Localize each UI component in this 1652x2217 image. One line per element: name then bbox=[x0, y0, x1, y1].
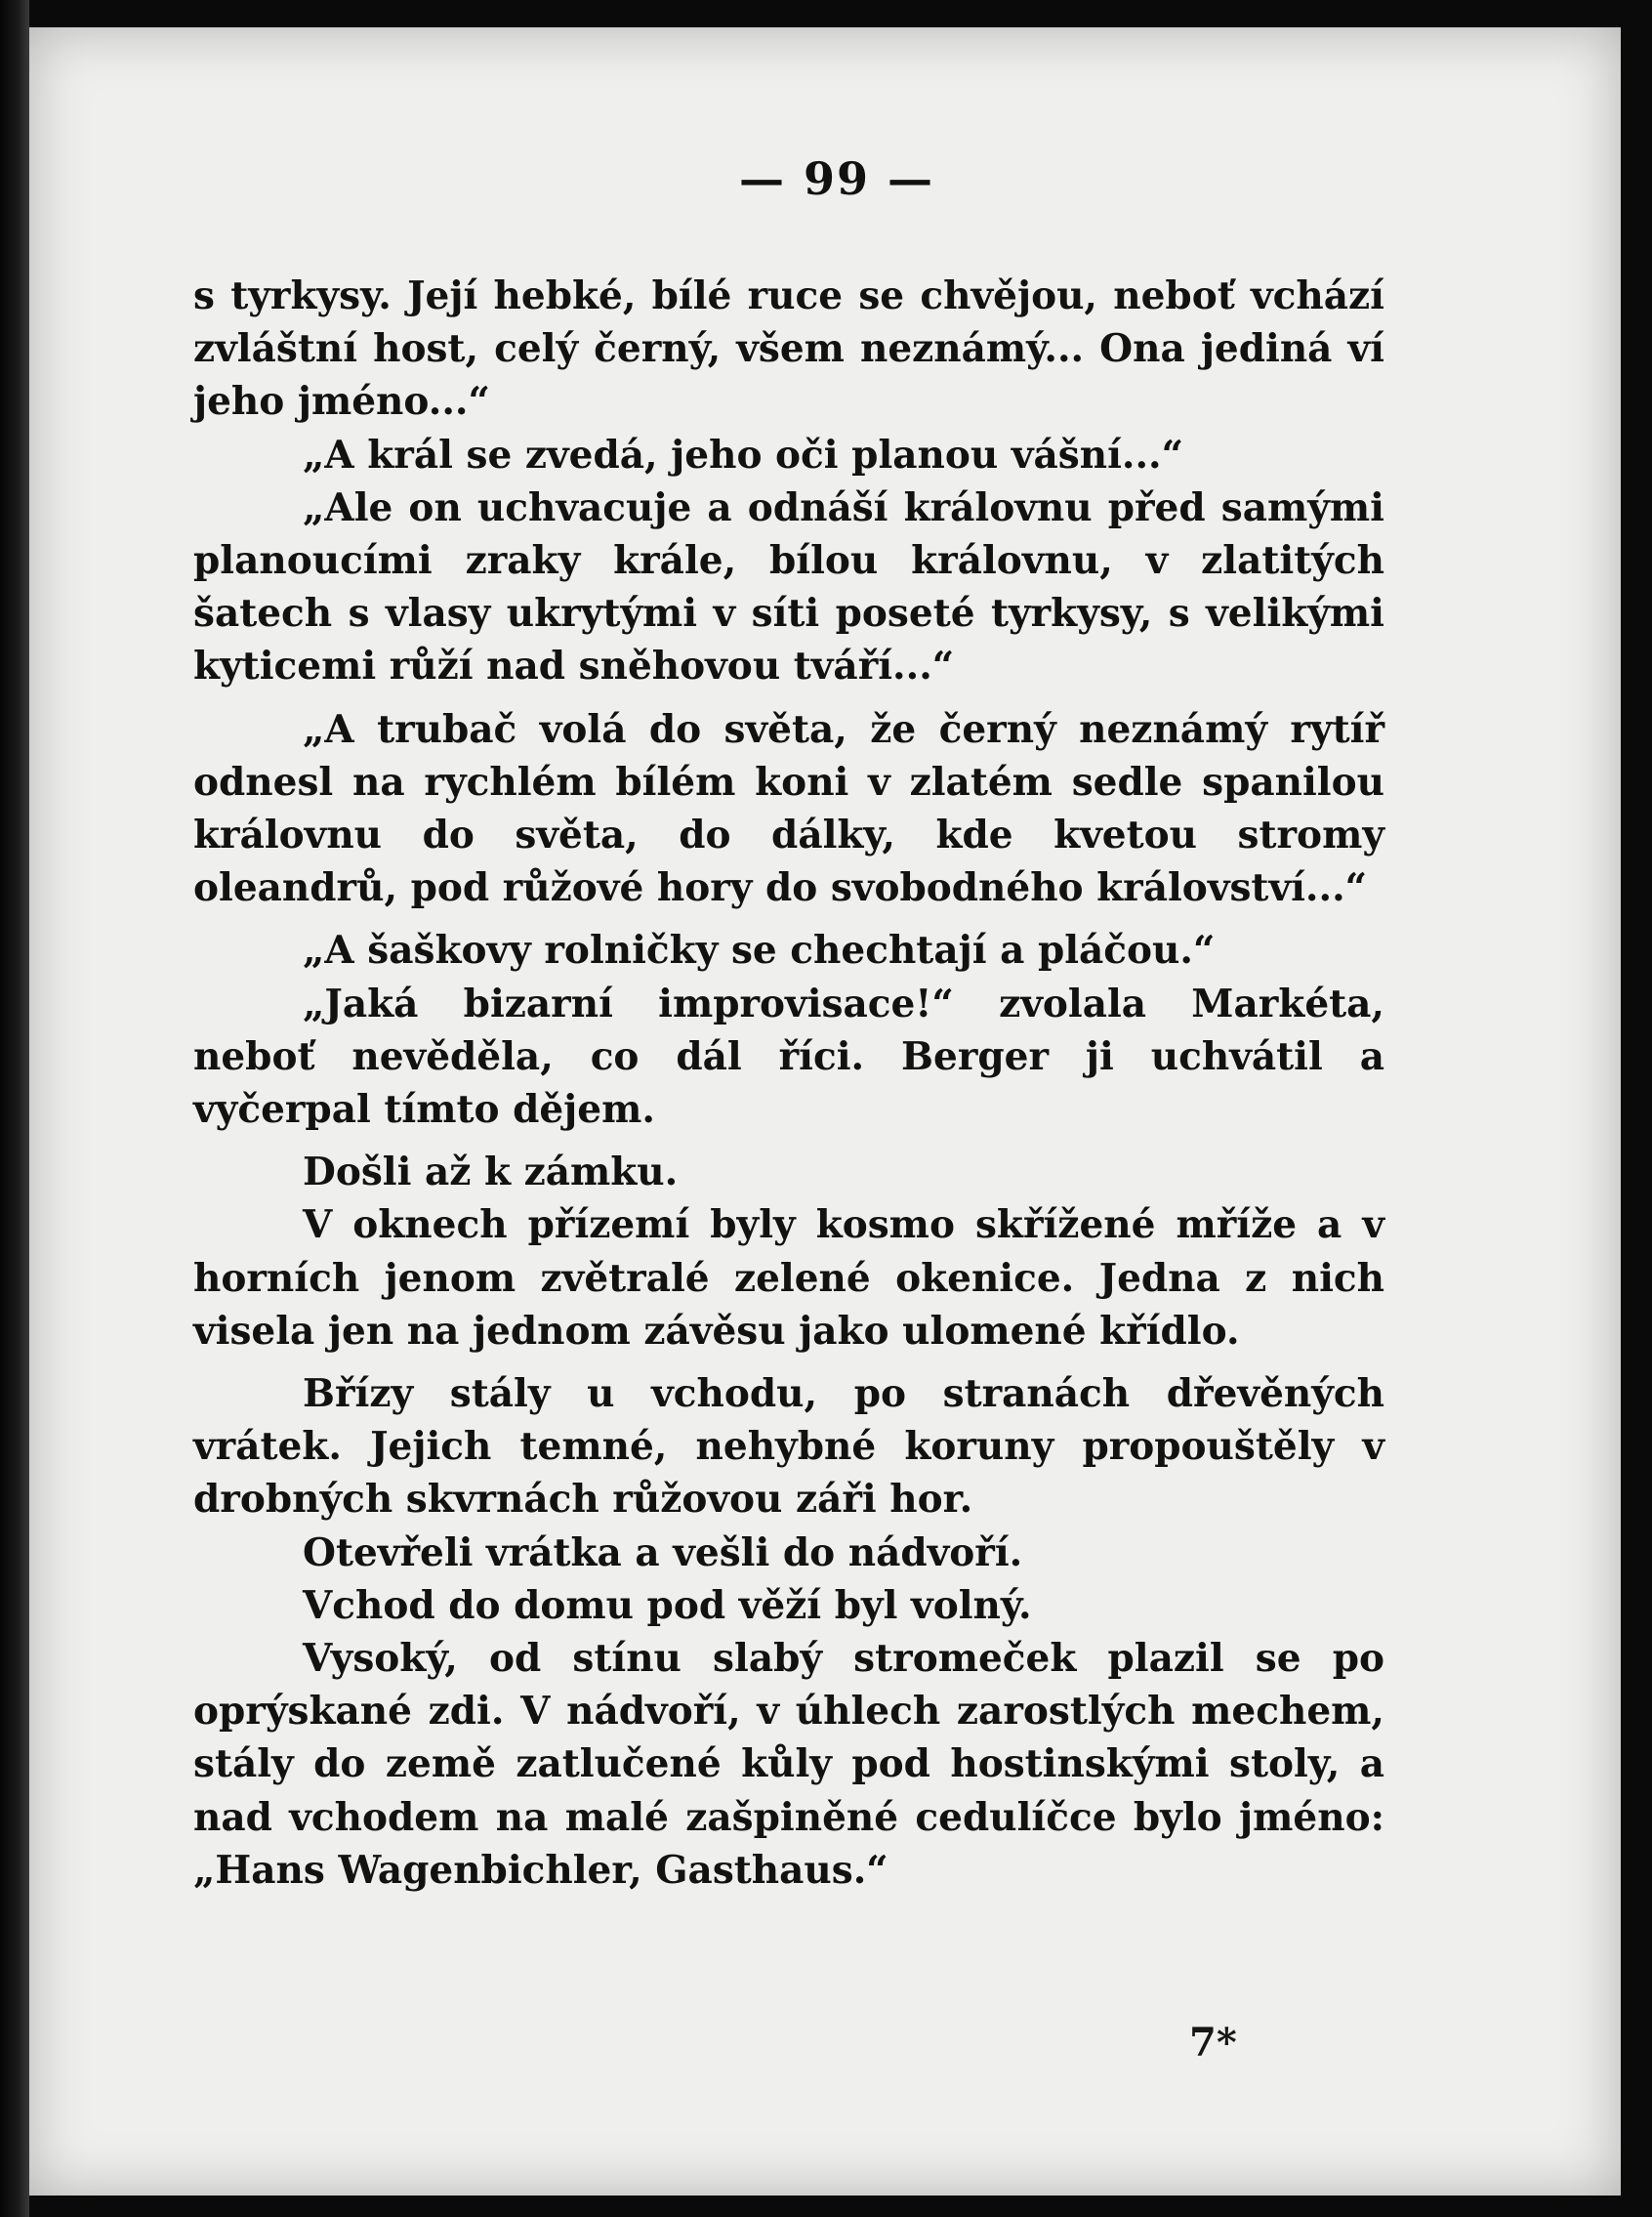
book-binding-edge bbox=[0, 0, 29, 2217]
body-text bbox=[193, 270, 1384, 1897]
paragraph: Došli až k zámku. bbox=[303, 1150, 679, 1195]
paragraph: Břízy stály u vchodu, po stranách dřevěných vrátek. Jejich temné, nehybné koruny propouštěly v drobných skvrnách růžovou záři hor. bbox=[193, 1371, 1384, 1523]
paragraph: „Jaká bizarní improvisace!“ zvolala Markéta, neboť nevěděla, co dál říci. Berger ji uchvátil a vyčerpal tímto dějem. bbox=[193, 981, 1384, 1133]
paragraph: „A trubač volá do světa, že černý neznámý rytíř odnesl na rychlém bílém koni v zlatém sedle spanilou královnu do světa, do dálky, kde kvetou stromy oleandrů, pod růžové hory do svobodného království...“ bbox=[193, 706, 1384, 911]
book-page bbox=[29, 27, 1621, 2196]
paragraph: „Ale on uchvacuje a odnáší královnu před samými planoucími zraky krále, bílou královnu, v zlatitých šatech s vlasy ukrytými v síti poseté tyrkysy, s velikými kyticemi růží nad sněhovou tváří...“ bbox=[193, 484, 1384, 690]
paragraph: Vysoký, od stínu slabý stromeček plazil se po oprýskané zdi. V nádvoří, v úhlech zarostlých mechem, stály do země zatlučené kůly pod hostinskými stoly, a nad vchodem na malé zašpiněné cedulíčce bylo jméno: „Hans Wagenbichler, Gasthaus.“ bbox=[193, 1636, 1384, 1893]
signature-mark: 7* bbox=[1189, 2020, 1237, 2066]
paragraph: Otevřeli vrátka a vešli do nádvoří. bbox=[303, 1529, 1023, 1575]
paragraph: „A šaškovy rolničky se chechtají a pláčou.“ bbox=[303, 928, 1216, 974]
page-number: — 99 — bbox=[738, 152, 935, 205]
paragraph: „A král se zvedá, jeho oči planou vášní...“ bbox=[303, 432, 1184, 478]
paragraph: Vchod do domu pod věží byl volný. bbox=[303, 1582, 1032, 1628]
paragraph: V oknech přízemí byly kosmo skřížené mříže a v horních jenom zvětralé zelené okenice. Jedna z nich visela jen na jednom závěsu jako ulomené křídlo. bbox=[193, 1202, 1384, 1354]
paragraph: s tyrkysy. Její hebké, bílé ruce se chvějou, neboť vchází zvláštní host, celý černý, všem neznámý... Ona jediná ví jeho jméno...“ bbox=[193, 273, 1384, 425]
